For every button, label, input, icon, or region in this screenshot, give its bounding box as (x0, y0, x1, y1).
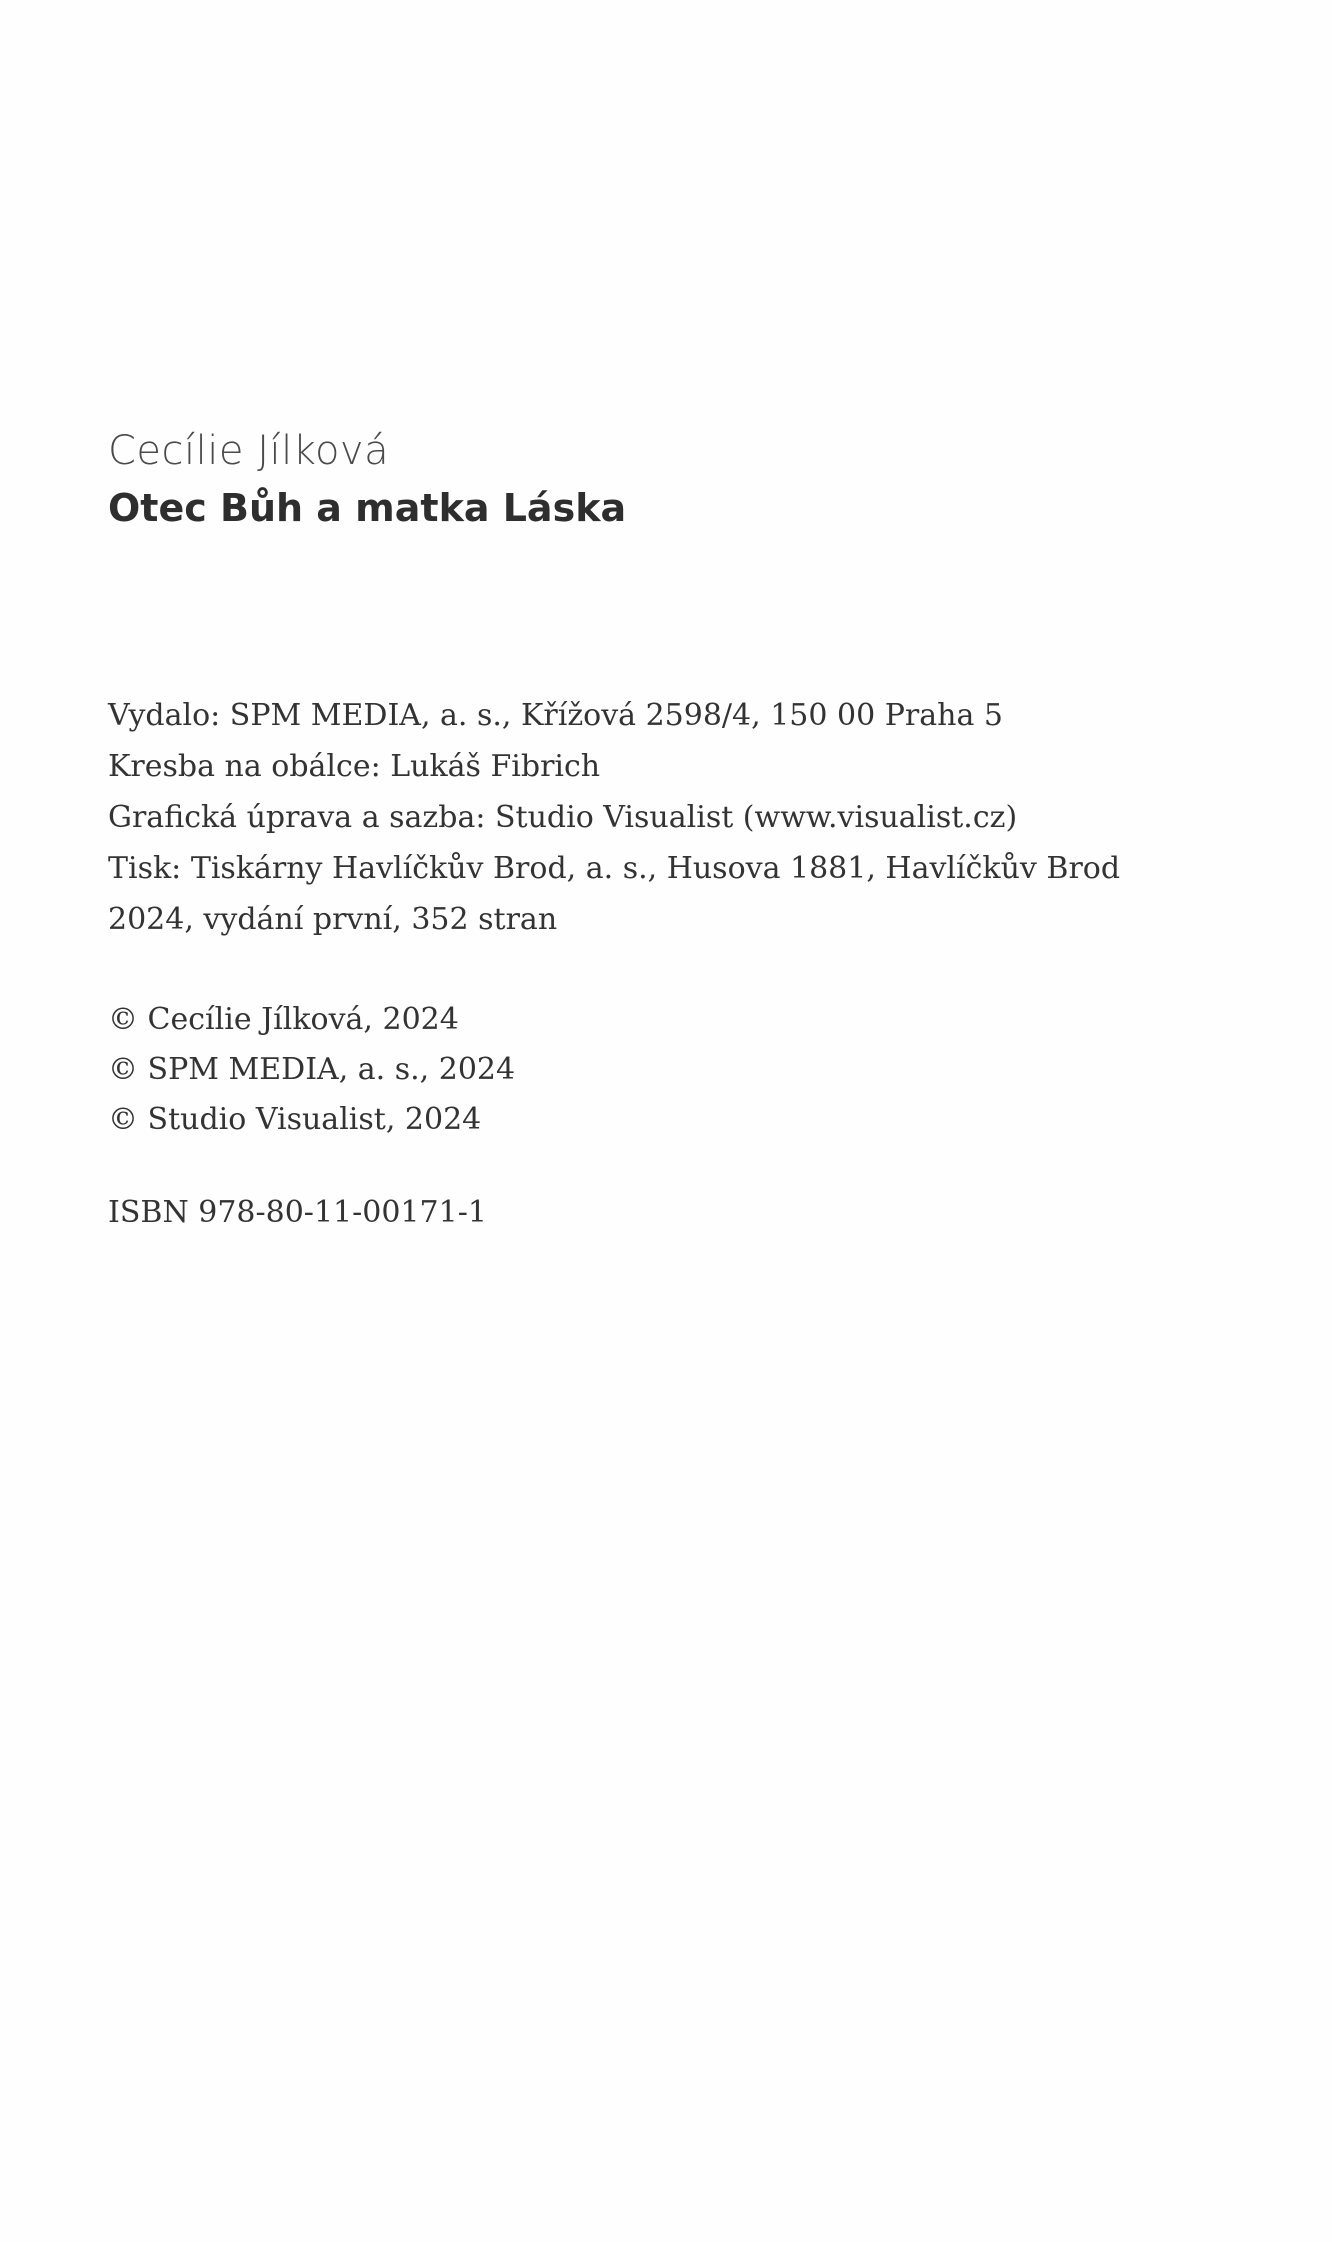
author-name: Cecílie Jílková (108, 428, 390, 474)
copyright-studio: © Studio Visualist, 2024 (108, 1102, 482, 1137)
copyright-author: © Cecílie Jílková, 2024 (108, 1002, 459, 1037)
isbn-number: ISBN 978-80-11-00171-1 (108, 1195, 487, 1230)
edition-line: 2024, vydání první, 352 stran (108, 902, 558, 937)
book-title: Otec Bůh a matka Láska (108, 486, 627, 530)
cover-illustration-line: Kresba na obálce: Lukáš Fibrich (108, 749, 601, 784)
printer-line: Tisk: Tiskárny Havlíčkův Brod, a. s., Husova 1881, Havlíčkův Brod (108, 851, 1121, 886)
copyright-publisher: © SPM MEDIA, a. s., 2024 (108, 1052, 516, 1087)
publisher-line: Vydalo: SPM MEDIA, a. s., Křížová 2598/4, 150 00 Praha 5 (108, 698, 1003, 733)
imprint-block (108, 690, 1120, 945)
design-typesetting-line: Grafická úprava a sazba: Studio Visualist (www.visualist.cz) (108, 800, 1018, 835)
copyright-block (108, 995, 515, 1145)
